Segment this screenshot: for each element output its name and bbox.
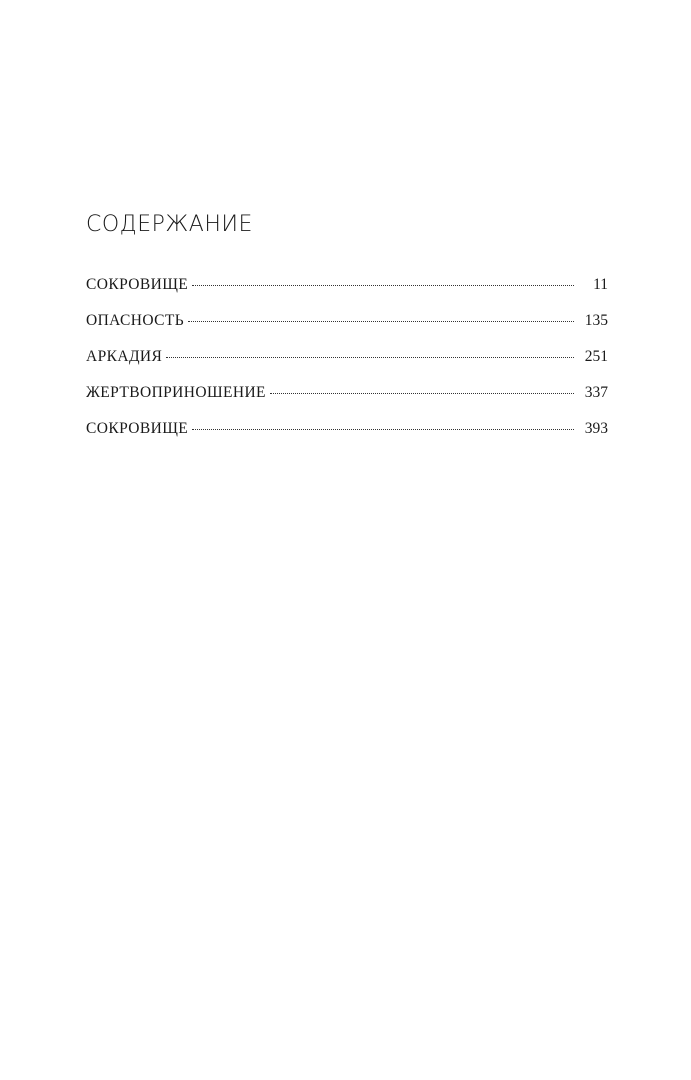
toc-entry-page: 11 — [593, 276, 608, 293]
toc-entry-label: СОКРОВИЩЕ — [86, 420, 189, 437]
toc-entry-label: ОПАСНОСТЬ — [86, 312, 185, 329]
toc-entry-page: 393 — [584, 420, 608, 437]
toc-title: СОДЕРЖАНИЕ — [86, 212, 253, 237]
toc-entry-page: 337 — [584, 384, 608, 401]
dot-leader — [192, 285, 574, 286]
toc-entry-label: ЖЕРТВОПРИНОШЕНИЕ — [86, 384, 266, 401]
dot-leader — [192, 429, 574, 430]
toc-entry-page: 251 — [584, 348, 608, 365]
toc-entry-label: АРКАДИЯ — [86, 348, 163, 365]
toc-entry — [86, 276, 608, 312]
dot-leader — [188, 321, 574, 322]
dot-leader — [166, 357, 574, 358]
toc-list — [86, 276, 608, 456]
toc-entry — [86, 384, 608, 420]
toc-entry — [86, 312, 608, 348]
toc-entry-page: 135 — [584, 312, 608, 329]
toc-entry — [86, 420, 608, 456]
toc-entry — [86, 348, 608, 384]
dot-leader — [270, 393, 574, 394]
toc-entry-label: СОКРОВИЩЕ — [86, 276, 189, 293]
